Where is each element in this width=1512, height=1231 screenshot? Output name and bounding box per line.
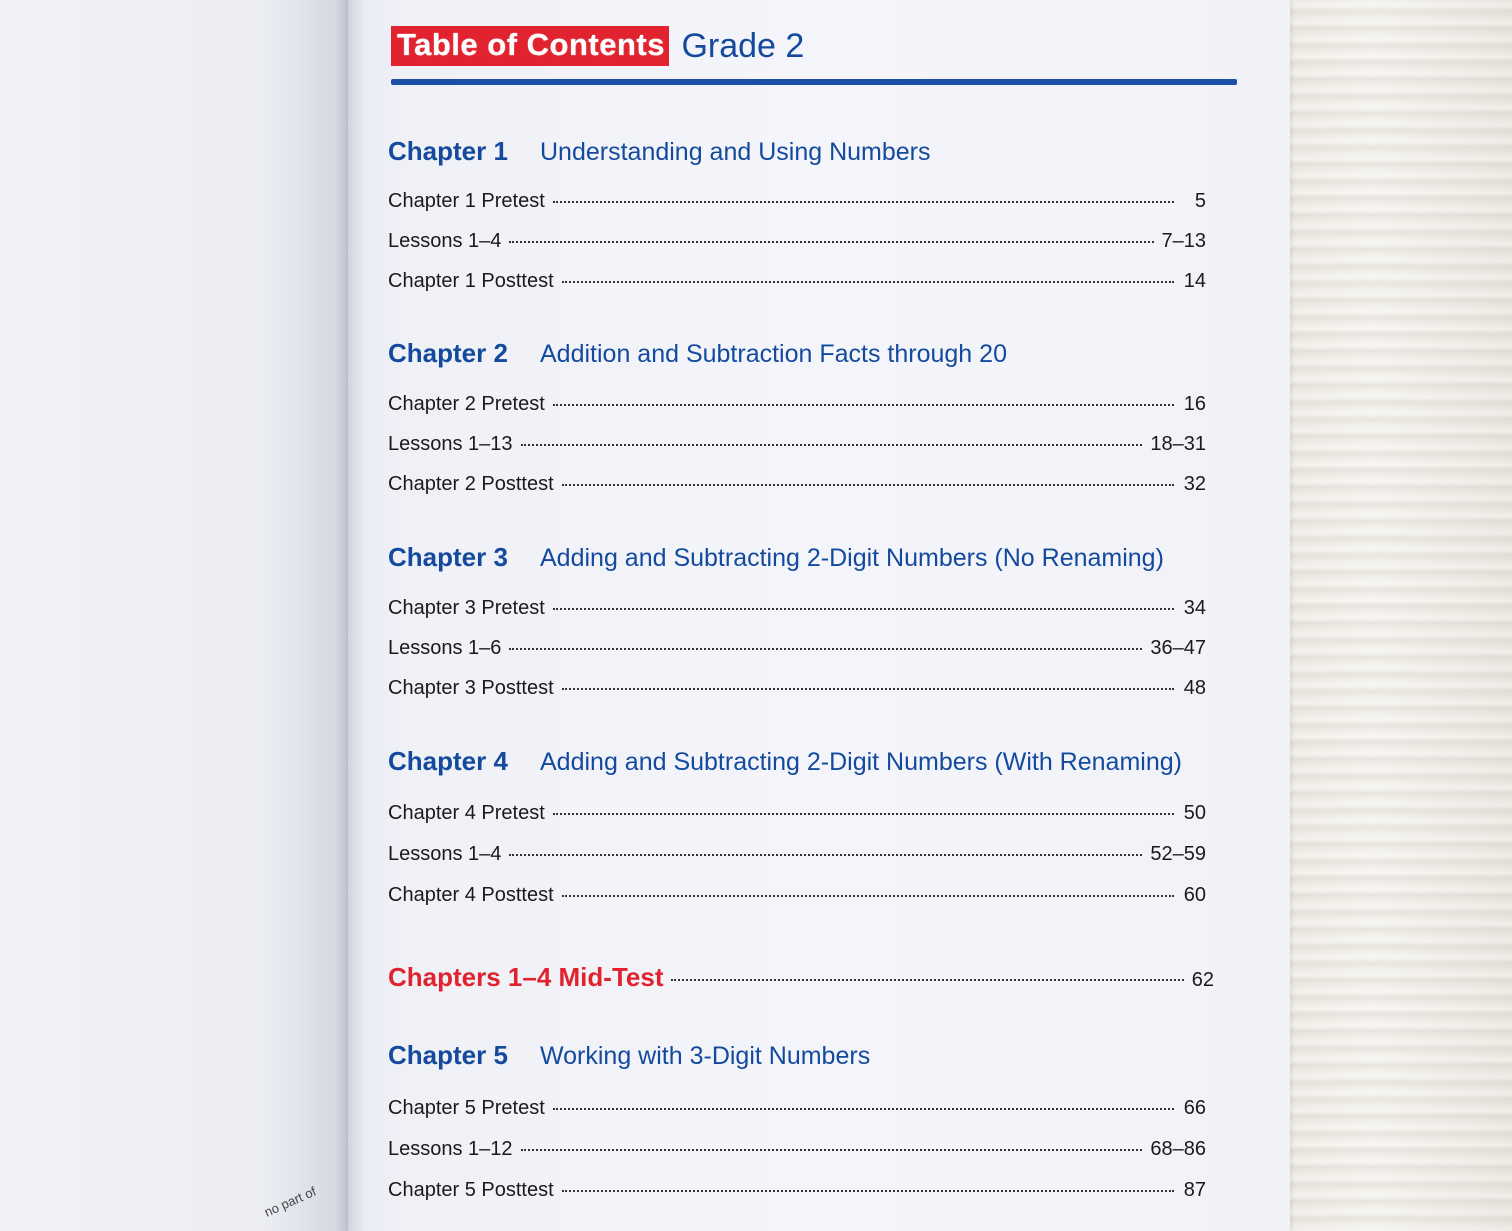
entry-label: Chapter 3 Pretest bbox=[388, 597, 545, 619]
entry-label: Lessons 1–13 bbox=[388, 433, 513, 455]
dot-leader bbox=[509, 854, 1142, 856]
chapter-heading bbox=[388, 1040, 1218, 1071]
chapter-title: Working with 3-Digit Numbers bbox=[540, 1042, 871, 1070]
toc-entry bbox=[388, 637, 1206, 660]
entry-page: 66 bbox=[1183, 1097, 1206, 1119]
toc-entry bbox=[388, 190, 1206, 213]
entry-page: 5 bbox=[1194, 190, 1206, 212]
chapter-title: Adding and Subtracting 2-Digit Numbers (With Renaming) bbox=[540, 748, 1182, 776]
midtest-entry bbox=[388, 962, 1214, 993]
toc-entry bbox=[388, 597, 1206, 620]
toc-entry bbox=[388, 677, 1206, 700]
entry-label: Lessons 1–4 bbox=[388, 230, 502, 252]
dot-leader bbox=[671, 979, 1183, 981]
chapter-number: Chapter 5 bbox=[388, 1040, 508, 1070]
dot-leader bbox=[562, 484, 1174, 486]
entry-page: 34 bbox=[1183, 597, 1206, 619]
chapter-heading bbox=[388, 136, 1218, 167]
toc-entry bbox=[388, 843, 1206, 866]
dot-leader bbox=[562, 688, 1174, 690]
entry-label: Chapter 3 Posttest bbox=[388, 677, 554, 699]
wood-background bbox=[1280, 0, 1512, 1231]
dot-leader bbox=[562, 1190, 1174, 1192]
grade-label: Grade 2 bbox=[681, 26, 805, 65]
toc-entry bbox=[388, 433, 1206, 456]
dot-leader bbox=[553, 201, 1174, 203]
toc-entry bbox=[388, 230, 1206, 253]
toc-entry bbox=[388, 802, 1206, 825]
chapter-title: Understanding and Using Numbers bbox=[540, 138, 931, 166]
book-gutter bbox=[335, 0, 365, 1231]
entry-label: Lessons 1–12 bbox=[388, 1138, 513, 1160]
chapter-heading bbox=[388, 338, 1218, 369]
entry-page: 16 bbox=[1183, 393, 1206, 415]
toc-entry bbox=[388, 1138, 1206, 1161]
chapter-heading bbox=[388, 746, 1218, 777]
chapter-title: Addition and Subtraction Facts through 20 bbox=[540, 340, 1007, 368]
chapter-heading bbox=[388, 542, 1218, 573]
entry-page: 87 bbox=[1183, 1179, 1206, 1201]
entry-page: 36–47 bbox=[1150, 637, 1206, 659]
dot-leader bbox=[553, 404, 1174, 406]
midtest-page: 62 bbox=[1191, 969, 1214, 991]
dot-leader bbox=[562, 895, 1174, 897]
midtest-label: Chapters 1–4 Mid-Test bbox=[388, 962, 664, 992]
entry-page: 7–13 bbox=[1161, 230, 1206, 252]
chapter-number: Chapter 4 bbox=[388, 746, 508, 776]
entry-label: Chapter 2 Pretest bbox=[388, 393, 545, 415]
entry-label: Chapter 1 Posttest bbox=[388, 270, 554, 292]
page-title: Table of Contents bbox=[391, 26, 669, 66]
toc-entry bbox=[388, 393, 1206, 416]
dot-leader bbox=[521, 444, 1143, 446]
entry-label: Chapter 2 Posttest bbox=[388, 473, 554, 495]
toc-entry bbox=[388, 1179, 1206, 1202]
entry-page: 14 bbox=[1183, 270, 1206, 292]
entry-page: 32 bbox=[1183, 473, 1206, 495]
toc-header bbox=[391, 26, 1237, 66]
left-page-text-fragment: no part of bbox=[262, 1183, 319, 1220]
entry-label: Chapter 5 Pretest bbox=[388, 1097, 545, 1119]
entry-page: 48 bbox=[1183, 677, 1206, 699]
dot-leader bbox=[553, 1108, 1174, 1110]
entry-label: Chapter 1 Pretest bbox=[388, 190, 545, 212]
entry-label: Chapter 4 Posttest bbox=[388, 884, 554, 906]
header-divider bbox=[391, 79, 1237, 85]
entry-label: Chapter 4 Pretest bbox=[388, 802, 545, 824]
chapter-number: Chapter 3 bbox=[388, 542, 508, 572]
entry-page: 68–86 bbox=[1150, 1138, 1206, 1160]
chapter-number: Chapter 2 bbox=[388, 338, 508, 368]
entry-page: 60 bbox=[1183, 884, 1206, 906]
dot-leader bbox=[553, 813, 1174, 815]
entry-label: Lessons 1–6 bbox=[388, 637, 502, 659]
dot-leader bbox=[553, 608, 1174, 610]
chapter-title: Adding and Subtracting 2-Digit Numbers (No Renaming) bbox=[540, 544, 1164, 572]
left-page bbox=[0, 0, 350, 1231]
right-page bbox=[348, 0, 1290, 1231]
entry-page: 52–59 bbox=[1150, 843, 1206, 865]
entry-label: Chapter 5 Posttest bbox=[388, 1179, 554, 1201]
dot-leader bbox=[509, 241, 1153, 243]
dot-leader bbox=[509, 648, 1142, 650]
toc-entry bbox=[388, 270, 1206, 293]
entry-label: Lessons 1–4 bbox=[388, 843, 502, 865]
toc-entry bbox=[388, 473, 1206, 496]
dot-leader bbox=[562, 281, 1174, 283]
chapter-number: Chapter 1 bbox=[388, 136, 508, 166]
toc-entry bbox=[388, 1097, 1206, 1120]
entry-page: 18–31 bbox=[1150, 433, 1206, 455]
toc-entry bbox=[388, 884, 1206, 907]
entry-page: 50 bbox=[1183, 802, 1206, 824]
dot-leader bbox=[521, 1149, 1143, 1151]
